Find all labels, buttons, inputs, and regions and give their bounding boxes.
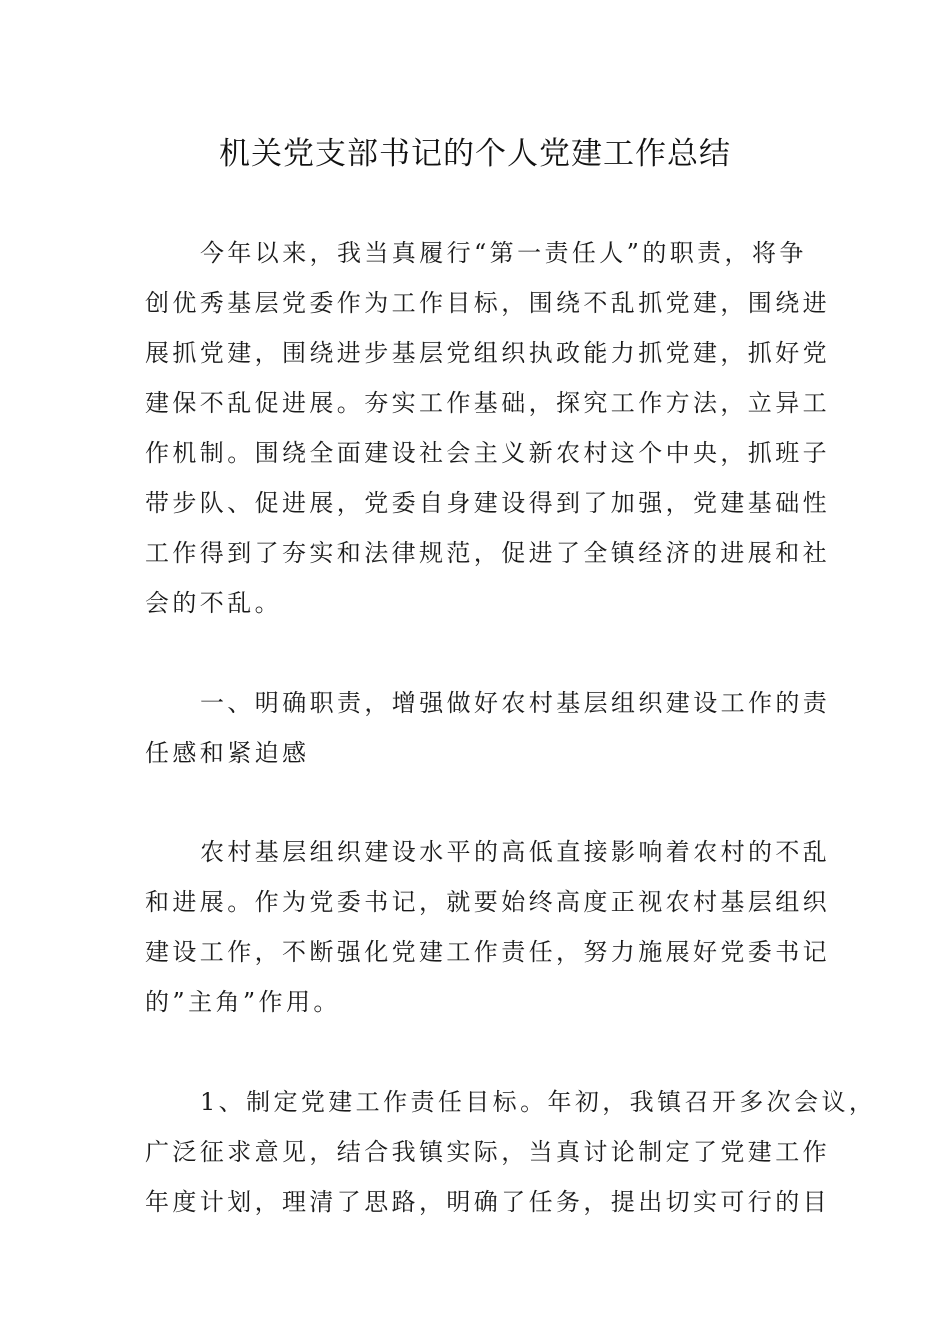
paragraph-3-line-2: 和进展。作为党委书记，就要始终高度正视农村基层组织 xyxy=(145,888,830,916)
paragraph-4-line-1: 1、制定党建工作责任目标。年初，我镇召开多次会议， xyxy=(200,1088,877,1116)
paragraph-3-line-3: 建设工作，不断强化党建工作责任，努力施展好党委书记 xyxy=(145,938,830,966)
paragraph-3-line-1: 农村基层组织建设水平的高低直接影响着农村的不乱 xyxy=(200,838,831,866)
paragraph-1-line-2: 创优秀基层党委作为工作目标，围绕不乱抓党建，围绕进 xyxy=(145,289,830,317)
paragraph-4-line-3: 年度计划，理清了思路，明确了任务，提出切实可行的目 xyxy=(145,1188,830,1216)
paragraph-1-line-5: 作机制。围绕全面建设社会主义新农村这个中央，抓班子 xyxy=(145,439,830,467)
section-heading-line-1: 一、明确职责，增强做好农村基层组织建设工作的责 xyxy=(200,689,831,717)
section-heading-line-2: 任感和紧迫感 xyxy=(145,739,310,767)
paragraph-4-line-2: 广泛征求意见，结合我镇实际，当真讨论制定了党建工作 xyxy=(145,1138,830,1166)
paragraph-1-line-4: 建保不乱促进展。夯实工作基础，探究工作方法，立异工 xyxy=(145,389,830,417)
paragraph-1-line-7: 工作得到了夯实和法律规范，促进了全镇经济的进展和社 xyxy=(145,539,830,567)
paragraph-3-line-4: 的”主角”作用。 xyxy=(145,988,341,1016)
paragraph-1-line-6: 带步队、促进展，党委自身建设得到了加强，党建基础性 xyxy=(145,489,830,517)
paragraph-1-line-1: 今年以来，我当真履行“第一责任人”的职责，将争 xyxy=(200,239,807,267)
document-title: 机关党支部书记的个人党建工作总结 xyxy=(219,136,731,172)
paragraph-1-line-8: 会的不乱。 xyxy=(145,589,282,617)
paragraph-1-line-3: 展抓党建，围绕进步基层党组织执政能力抓党建，抓好党 xyxy=(145,339,830,367)
